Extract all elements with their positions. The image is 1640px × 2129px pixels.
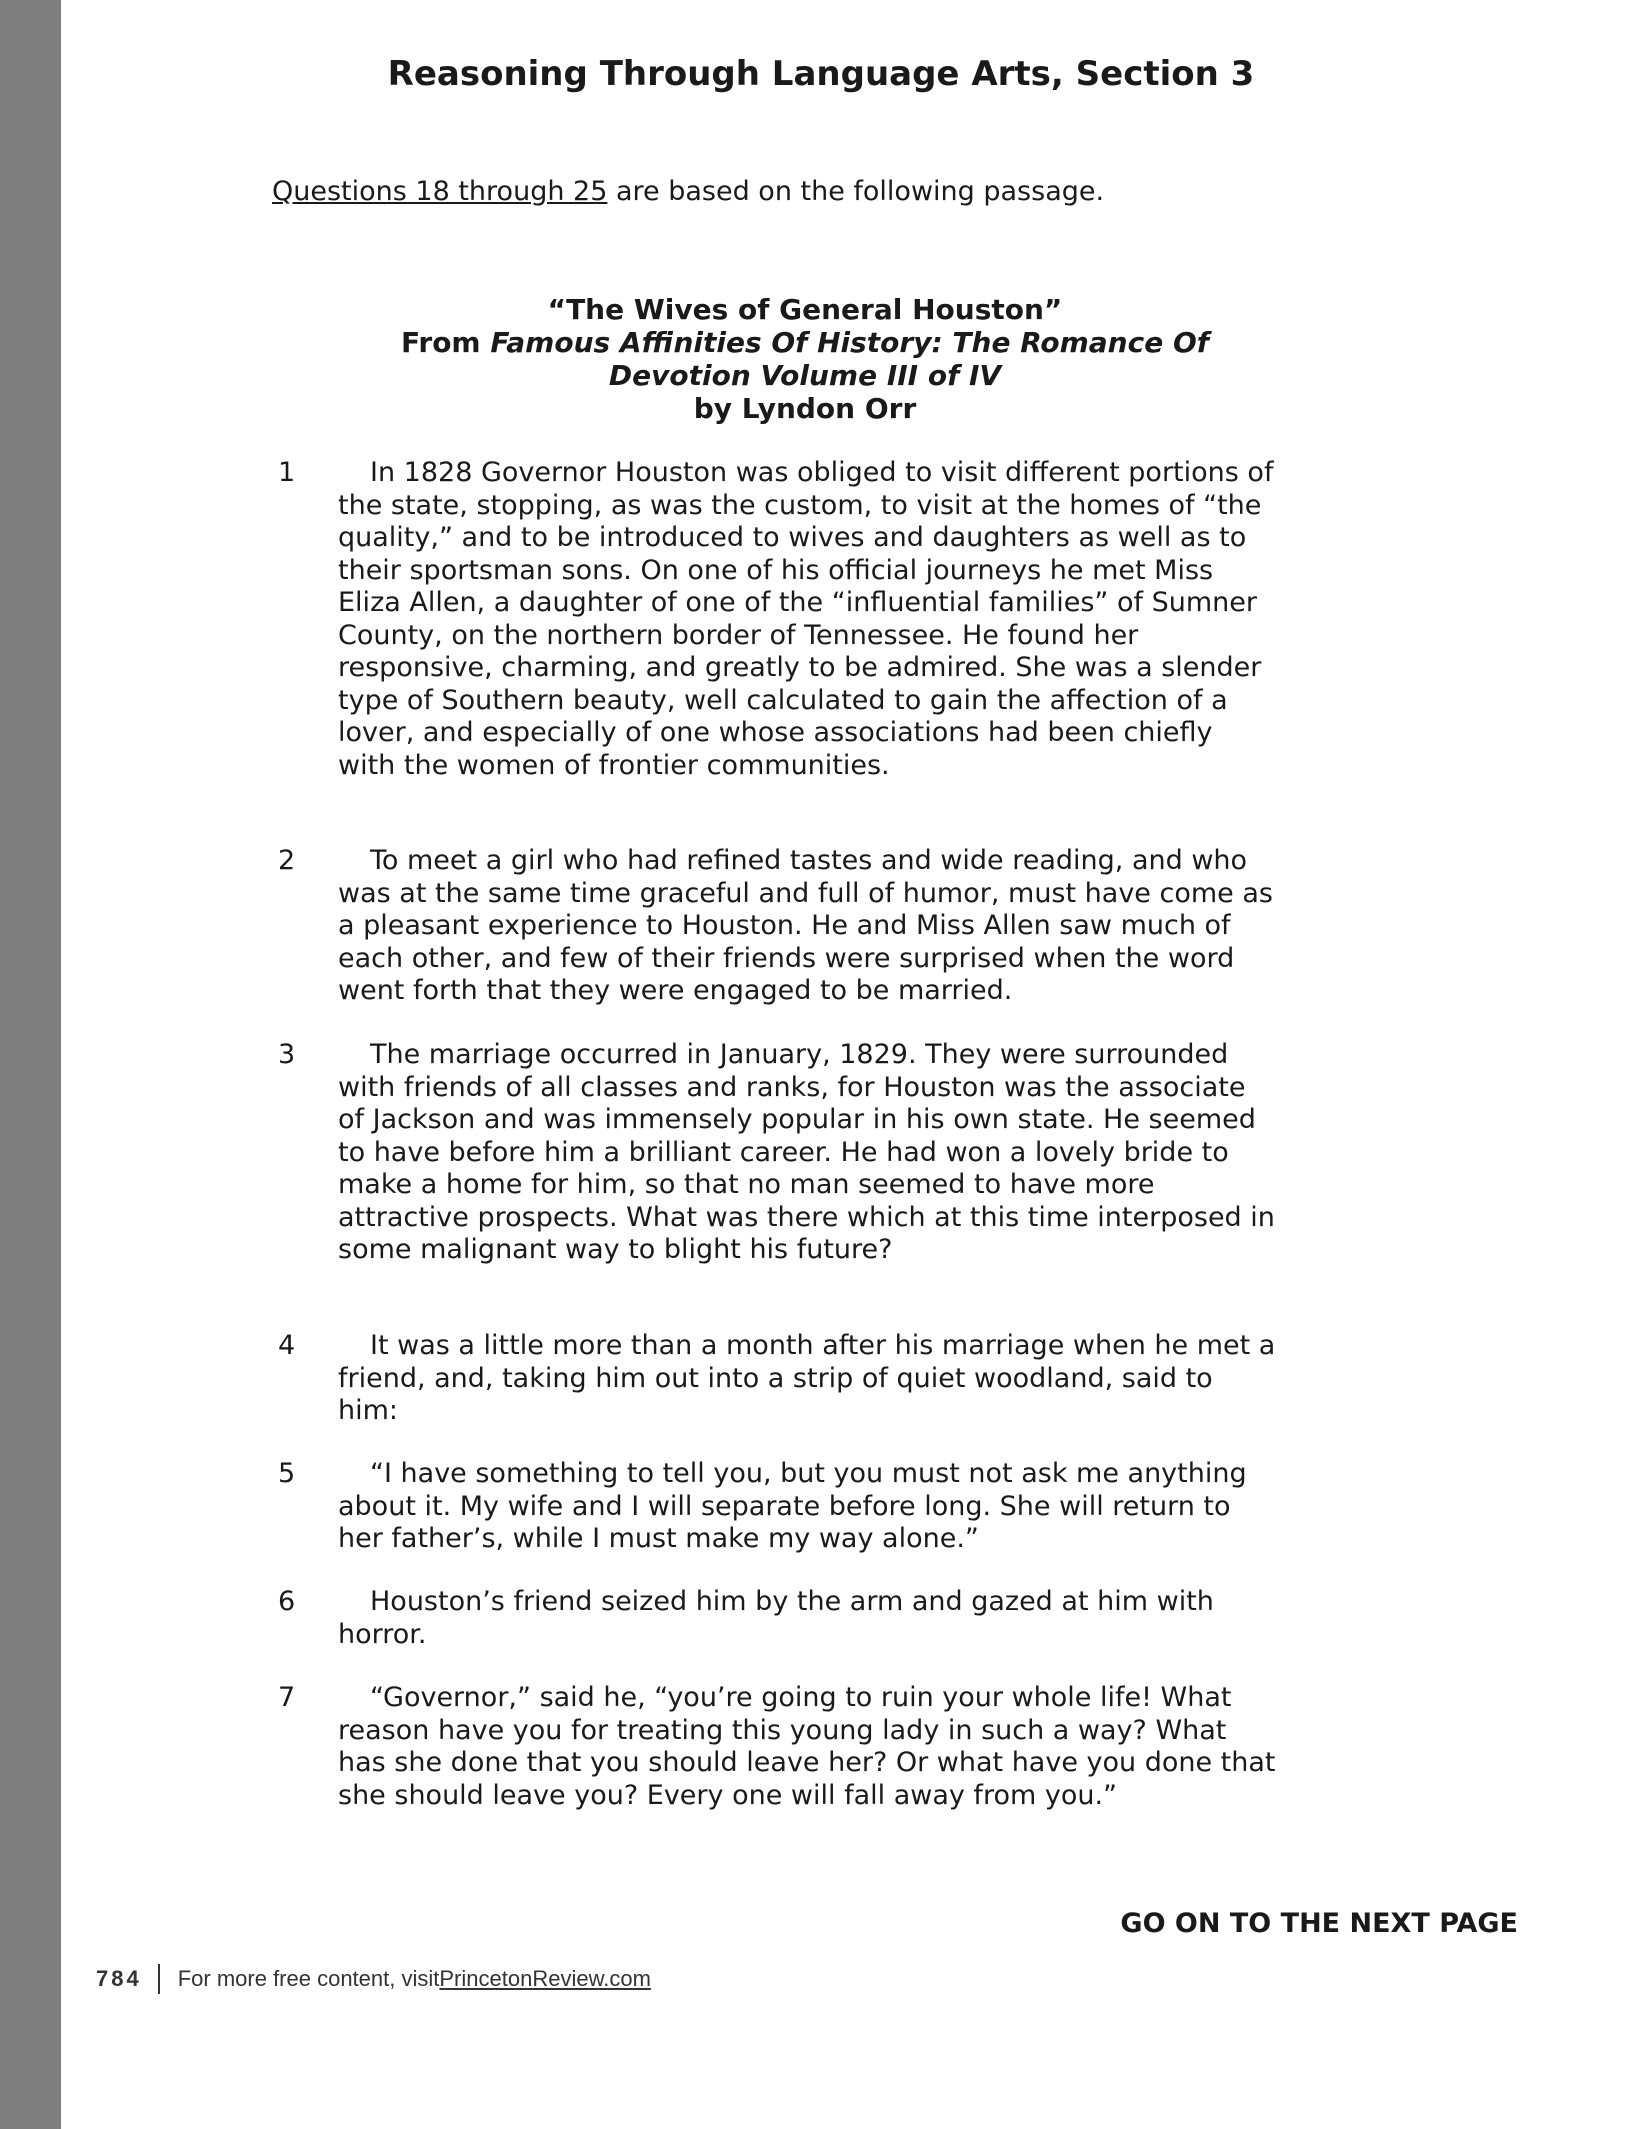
paragraph-number: 6 — [278, 1586, 296, 1617]
princeton-review-link[interactable]: PrincetonReview.com — [439, 1966, 651, 1991]
passage-title-block — [330, 293, 1280, 425]
paragraph-number: 2 — [278, 845, 296, 876]
passage-source-line-1 — [330, 326, 1280, 359]
passage-author: by Lyndon Orr — [693, 392, 917, 425]
paragraph-text: “Governor,” said he, “you’re going to ruin your whole life! What reason have you for treating this young lady in such a way? What has she done that you should leave her? Or what have you done that she should leave you? Every one will fall away from you.” — [338, 1682, 1276, 1811]
go-on-next-page: GO ON TO THE NEXT PAGE — [1120, 1908, 1518, 1939]
paragraph-text: Houston’s friend seized him by the arm and gazed at him with horror. — [338, 1586, 1214, 1650]
paragraph-text: “I have something to tell you, but you must not ask me anything about it. My wife and I will separate before long. She will return to her father’s, while I must make my way alone.” — [338, 1458, 1247, 1554]
paragraph-number: 1 — [278, 457, 296, 488]
paragraph-text: It was a little more than a month after his marriage when he met a friend, and, taking him out into a strip of quiet woodland, said to him: — [338, 1330, 1276, 1426]
paragraph-text: In 1828 Governor Houston was obliged to visit different portions of the state, stopping, as was the custom, to visit at the homes of “the quality,” and to be introduced to wives and daughters as well as to their sportsman sons. On one of his official journeys he met Miss Eliza Allen, a daughter of one of the “influential families” of Sumner County, on the northern border of Tennessee. He found her responsive, charming, and greatly to be admired. She was a slender type of Southern beauty, well calculated to gain the affection of a lover, and especially of one whose associations had been chiefly with the women of frontier communities. — [338, 457, 1274, 781]
side-bar — [0, 0, 61, 2129]
paragraph-number: 5 — [278, 1458, 296, 1489]
footer-divider — [158, 1964, 160, 1994]
paragraph-text: The marriage occurred in January, 1829. They were surrounded with friends of all classes and ranks, for Houston was the associate of Jackson and was immensely popular in his own state. He seemed to have before him a brilliant career. He had won a lovely bride to make a home for him, so that no man seemed to have more attractive prospects. What was there which at this time interposed in some malignant way to blight his future? — [338, 1039, 1275, 1265]
source-title-part-2: Devotion Volume III of IV — [608, 359, 1002, 392]
paragraph-number: 3 — [278, 1039, 296, 1070]
intro-line — [272, 176, 1104, 207]
questions-range-link[interactable]: Questions 18 through 25 — [272, 176, 608, 207]
footer-text: For more free content, visit — [177, 1966, 440, 1991]
intro-rest: are based on the following passage. — [607, 176, 1105, 207]
source-title-part-1: Famous Affinities Of History: The Romance Of — [490, 326, 1209, 359]
from-label: From — [401, 326, 491, 359]
section-title: Reasoning Through Language Arts, Section 3 — [387, 54, 1255, 94]
paragraph-text: To meet a girl who had refined tastes and wide reading, and who was at the same time graceful and full of humor, must have come as a pleasant experience to Houston. He and Miss Allen saw much of each other, and few of their friends were surprised when the word went forth that they were engaged to be married. — [338, 845, 1273, 1006]
paragraph-number: 4 — [278, 1330, 296, 1361]
page-number: 784 — [96, 1966, 142, 1991]
paragraph-number: 7 — [278, 1682, 296, 1713]
footer — [96, 1964, 651, 1994]
passage-title: “The Wives of General Houston” — [547, 293, 1063, 326]
